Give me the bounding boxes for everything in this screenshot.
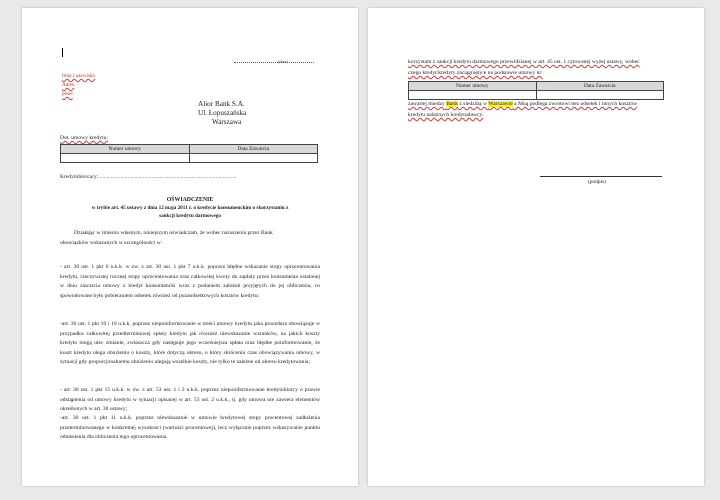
contract-table-2 <box>408 81 664 100</box>
page2-line-2: czego kredyt/kredyty zaciągnięty/e na podstawie umowy nr: <box>408 70 543 76</box>
document-page-2[interactable] <box>368 8 704 486</box>
paragraph-3: - art. 30 ust. 1 pkt 15 u.k.k. w zw. z art. 53 ust. 1 i 2 u.k.k. poprzez niepoinformowanie kredytobiorcy o prawie odstąpienia od umowy kredytu w sytuacji opisanej w art. 53 ust. 2 u.k.k., tj. gdy umowa nie zawiera elementów określonych w art. 30 ustawy; <box>60 387 320 413</box>
table-cell-number[interactable] <box>61 154 190 163</box>
table2-cell-date[interactable] <box>536 91 664 100</box>
table2-cell-number[interactable] <box>409 91 537 100</box>
page2-line-3: zawartej miedzy Bank z siedzibą w Warszawie a Mną podlega zwrotowi bez odsetek i innych kosztów <box>408 101 638 107</box>
recipient-street: Ul. Łopuszańska <box>198 109 247 117</box>
document-page-1[interactable] <box>22 8 358 486</box>
document-subtitle-1: w trybie art. 45 ustawy z dnia 12 maja 2011 r. o kredycie konsumenckim o skorzystaniu z <box>91 205 289 211</box>
table-header-number: Numer umowy <box>61 145 190 154</box>
dot-label: Dot. umowy kredytu: <box>60 135 109 141</box>
paragraph-1: - art. 30 ust. 1 pkt 6 u.k.k. w zw. z art. 30 ust. 1 pkt 7 u.k.k. poprzez błędne wskazanie stopy oprocentowania kredytu, rzeczywistej rocznej stopy oprocentowania oraz całkowitej kwoty do zapłaty przez konsumenta ustalonej w dniu zawarcia umowy z kredyt konsumencki wraz z podaniem założeń przyjętych do jej obliczenia, co spowodowane było pobieraniem odsetek również od pozaodsetkowych kosztów kredytu; <box>60 264 320 299</box>
sender-address: Adres <box>62 82 75 88</box>
kredytobiorca-line: Kredytobiorca/y:................................................................................................... <box>60 174 237 180</box>
document-title: OŚWIADCZENIE <box>166 197 214 203</box>
date-line <box>234 62 314 63</box>
contract-table <box>60 144 318 163</box>
table-header-date: Data Zawarcia <box>189 145 318 154</box>
recipient-bank: Alior Bank S.A. <box>198 100 245 108</box>
signature-label: (podpis) <box>588 179 606 185</box>
sender-pesel: pesel <box>62 91 73 97</box>
date-label: (data) <box>278 59 288 64</box>
table-cell-date[interactable] <box>189 154 318 163</box>
signature-line <box>540 176 662 177</box>
page2-line-4: kredytu należnych kredytodawcy. <box>408 112 484 118</box>
intro-line-2: obowiązków wskazanych w szczególności w: <box>60 240 163 246</box>
page2-line-1: korzystam z sankcji kredytu darmowego przewidzianej w art. 45 ust. 1 cytowanej wyżej ustawy, wobec <box>408 59 640 65</box>
table2-header-date: Data Zawarcia <box>536 82 664 91</box>
sender-name: Imię i nazwisko <box>62 73 96 79</box>
intro-line-1: Działając w imieniu własnym, niniejszym oświadczam, że wobec naruszenia przez Bank <box>74 230 273 236</box>
recipient-city: Warszawa <box>212 118 242 126</box>
text-cursor <box>62 48 63 57</box>
paragraph-2: -art. 30 ust. 1 pkt 10 i 16 u.k.k. poprzez niepoinformowanie w treści umowy kredytu jaka procedura obowiązuje w przypadku całkowitej przedterminowej spłaty kredytu jak również niewskazanie warunków, na jakich koszty kredytu mogą ulec zmianie, zwłaszcza gdy następuje jego wcześniejsza spłata oraz błędne poinformowanie, że koszt kredytu ulega obniżeniu o koszty, które dotyczą okresu, o który skróceniu czas obowiązywania umowy, w sytuacji gdy proporcjonalnemu obniżeniu ulegają wszelkie koszty, nie tylko te zależne od okresu kredytowania; <box>60 321 320 366</box>
document-subtitle-2: sankcji kredytu darmowego <box>159 213 221 219</box>
table2-header-number: Numer umowy <box>409 82 537 91</box>
paragraph-4: -art. 30 ust. 1 pkt 11 u.k.k. poprzez niewskazanie w umowie kredytowej stopy procentowej zadłużenia przeterminowanego w konkretnej wysokości (wartości procentowej), lecz wyłącznie poprzez wskazywanie punktu odniesienia dla obliczenia tego oprocentowania. <box>60 415 320 441</box>
